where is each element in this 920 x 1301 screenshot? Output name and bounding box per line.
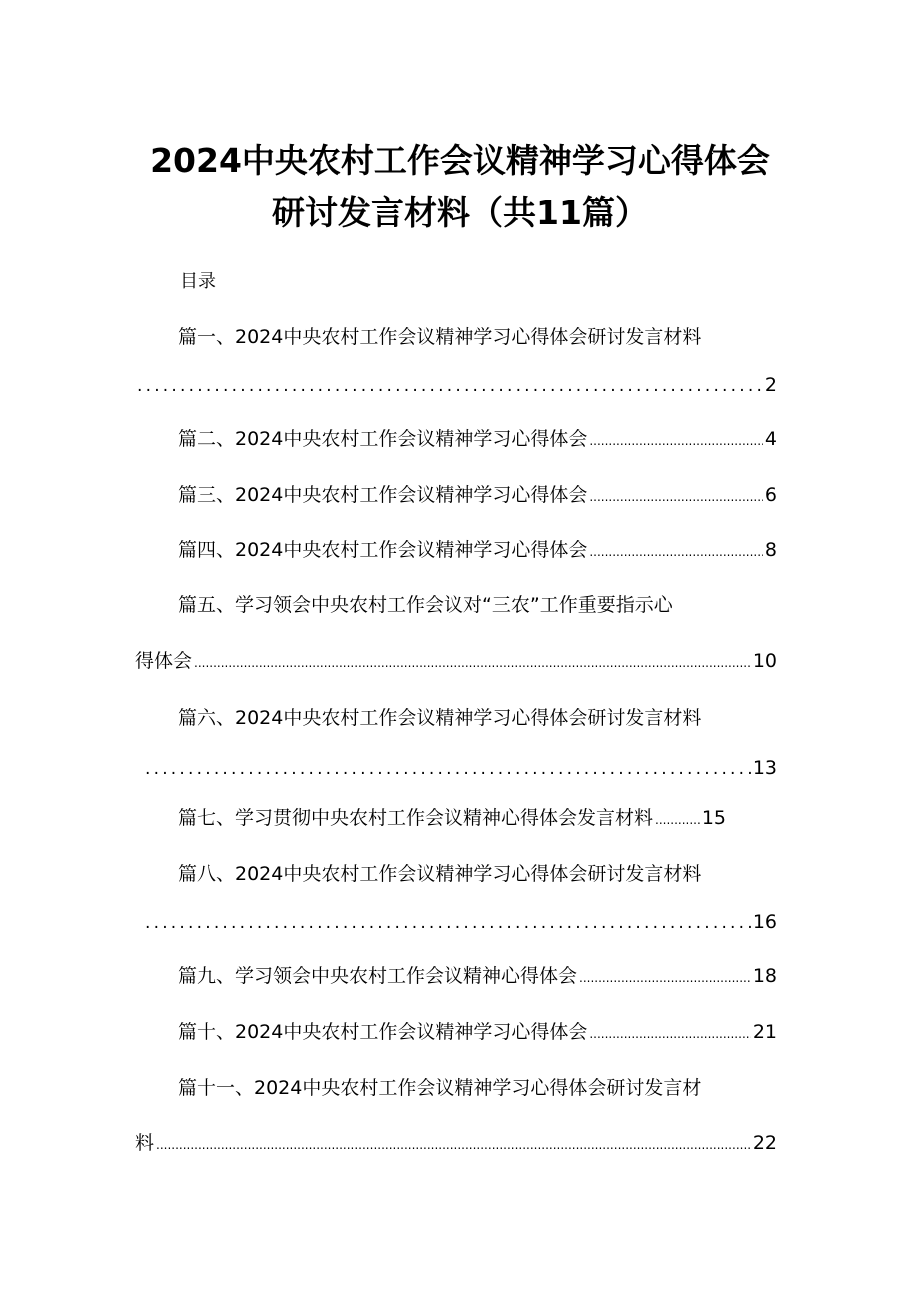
dot-leader <box>145 908 751 938</box>
dot-leader <box>145 754 751 784</box>
toc-entry-8-title[interactable] <box>178 859 778 889</box>
toc-entry-9[interactable] <box>178 961 777 991</box>
toc-entry-text-continued: 得体会 <box>135 650 193 672</box>
toc-page-number: 8 <box>764 539 777 561</box>
toc-entry-4[interactable] <box>178 535 777 565</box>
toc-entry-1-leader[interactable] <box>135 370 777 400</box>
toc-entry-6-leader[interactable] <box>143 753 777 783</box>
dot-leader <box>156 1130 751 1160</box>
toc-entry-text: 篇十、2024中央农村工作会议精神学习心得体会 <box>178 1021 588 1043</box>
toc-entry-text: 篇五、学习领会中央农村工作会议对“三农”工作重要指示心 <box>178 594 673 616</box>
toc-page-number: 10 <box>752 650 777 672</box>
toc-page-number: 16 <box>752 911 777 933</box>
document-title-line-2: 研讨发言材料（共11篇） <box>272 193 648 232</box>
document-title-line-1: 2024中央农村工作会议精神学习心得体会 <box>150 141 770 180</box>
toc-entry-3[interactable] <box>178 480 777 510</box>
toc-heading: 目录 <box>180 271 216 292</box>
dot-leader <box>589 482 763 512</box>
toc-entry-11-title[interactable] <box>178 1073 778 1103</box>
toc-page-number: 4 <box>764 428 777 450</box>
toc-entry-6-title[interactable] <box>178 703 778 733</box>
dot-leader <box>589 537 763 567</box>
toc-entry-text: 篇十一、2024中央农村工作会议精神学习心得体会研讨发言材 <box>178 1077 702 1099</box>
toc-entry-11-continued[interactable] <box>135 1128 777 1158</box>
toc-entry-8-leader[interactable] <box>143 907 777 937</box>
toc-page-number: 13 <box>752 757 777 779</box>
toc-entry-7[interactable] <box>178 803 726 833</box>
toc-page-number: 15 <box>701 807 726 829</box>
toc-entry-5-continued[interactable] <box>135 646 777 676</box>
toc-entry-text-continued: 料 <box>135 1132 155 1154</box>
toc-page-number: 2 <box>764 374 777 396</box>
dot-leader <box>137 371 763 401</box>
toc-page-number: 22 <box>752 1132 777 1154</box>
toc-page-number: 6 <box>764 484 777 506</box>
toc-entry-text: 篇三、2024中央农村工作会议精神学习心得体会 <box>178 484 588 506</box>
toc-entry-text: 篇六、2024中央农村工作会议精神学习心得体会研讨发言材料 <box>178 707 702 729</box>
toc-entry-1-title[interactable] <box>178 322 778 352</box>
toc-entry-text: 篇七、学习贯彻中央农村工作会议精神心得体会发言材料 <box>178 807 654 829</box>
toc-page-number: 18 <box>752 965 777 987</box>
toc-entry-text: 篇八、2024中央农村工作会议精神学习心得体会研讨发言材料 <box>178 863 702 885</box>
toc-page-number: 21 <box>752 1021 777 1043</box>
dot-leader <box>655 805 700 835</box>
dot-leader <box>589 426 763 456</box>
toc-entry-2[interactable] <box>178 424 777 454</box>
dot-leader <box>194 648 751 678</box>
toc-entry-text: 篇九、学习领会中央农村工作会议精神心得体会 <box>178 965 578 987</box>
toc-entry-text: 篇四、2024中央农村工作会议精神学习心得体会 <box>178 539 588 561</box>
toc-entry-5-title[interactable] <box>178 590 778 620</box>
toc-entry-text: 篇二、2024中央农村工作会议精神学习心得体会 <box>178 428 588 450</box>
dot-leader <box>579 963 751 993</box>
dot-leader <box>589 1019 750 1049</box>
toc-entry-text: 篇一、2024中央农村工作会议精神学习心得体会研讨发言材料 <box>178 326 702 348</box>
toc-entry-10[interactable] <box>178 1017 777 1047</box>
